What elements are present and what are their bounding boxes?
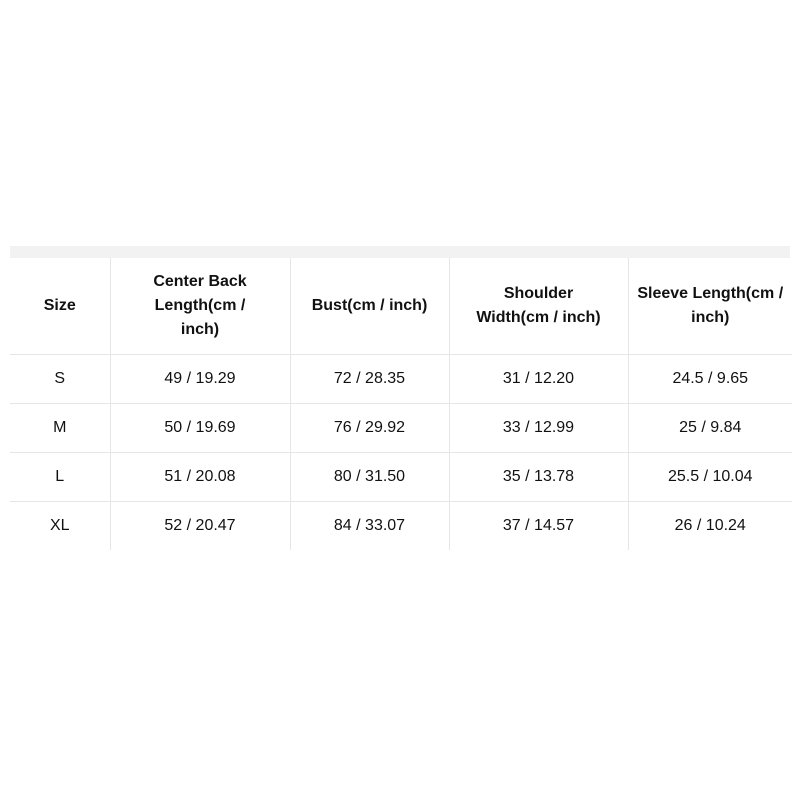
cell-center-back-length: 51 / 20.08 — [110, 452, 290, 501]
header-size: Size — [10, 258, 110, 354]
size-chart-header — [10, 258, 792, 354]
cell-bust: 84 / 33.07 — [290, 501, 449, 550]
header-bust: Bust(cm / inch) — [290, 258, 449, 354]
cell-bust: 76 / 29.92 — [290, 403, 449, 452]
cell-sleeve-length: 24.5 / 9.65 — [628, 354, 792, 403]
cell-center-back-length: 49 / 19.29 — [110, 354, 290, 403]
cell-sleeve-length: 25.5 / 10.04 — [628, 452, 792, 501]
size-chart-table — [10, 258, 792, 550]
table-row — [10, 452, 792, 501]
table-row — [10, 354, 792, 403]
size-chart-body — [10, 354, 792, 550]
cell-size: XL — [10, 501, 110, 550]
cell-center-back-length: 50 / 19.69 — [110, 403, 290, 452]
cell-sleeve-length: 26 / 10.24 — [628, 501, 792, 550]
cell-shoulder-width: 35 / 13.78 — [449, 452, 628, 501]
cell-size: L — [10, 452, 110, 501]
cell-size: S — [10, 354, 110, 403]
table-row — [10, 501, 792, 550]
header-row — [10, 258, 792, 354]
header-shoulder-width: Shoulder Width(cm / inch) — [449, 258, 628, 354]
cell-bust: 72 / 28.35 — [290, 354, 449, 403]
cell-shoulder-width: 31 / 12.20 — [449, 354, 628, 403]
cell-sleeve-length: 25 / 9.84 — [628, 403, 792, 452]
size-chart-container — [10, 246, 790, 550]
cell-shoulder-width: 37 / 14.57 — [449, 501, 628, 550]
header-center-back-length: Center Back Length(cm / inch) — [110, 258, 290, 354]
cell-bust: 80 / 31.50 — [290, 452, 449, 501]
header-sleeve-length: Sleeve Length(cm / inch) — [628, 258, 792, 354]
cell-center-back-length: 52 / 20.47 — [110, 501, 290, 550]
cell-size: M — [10, 403, 110, 452]
table-row — [10, 403, 792, 452]
cell-shoulder-width: 33 / 12.99 — [449, 403, 628, 452]
